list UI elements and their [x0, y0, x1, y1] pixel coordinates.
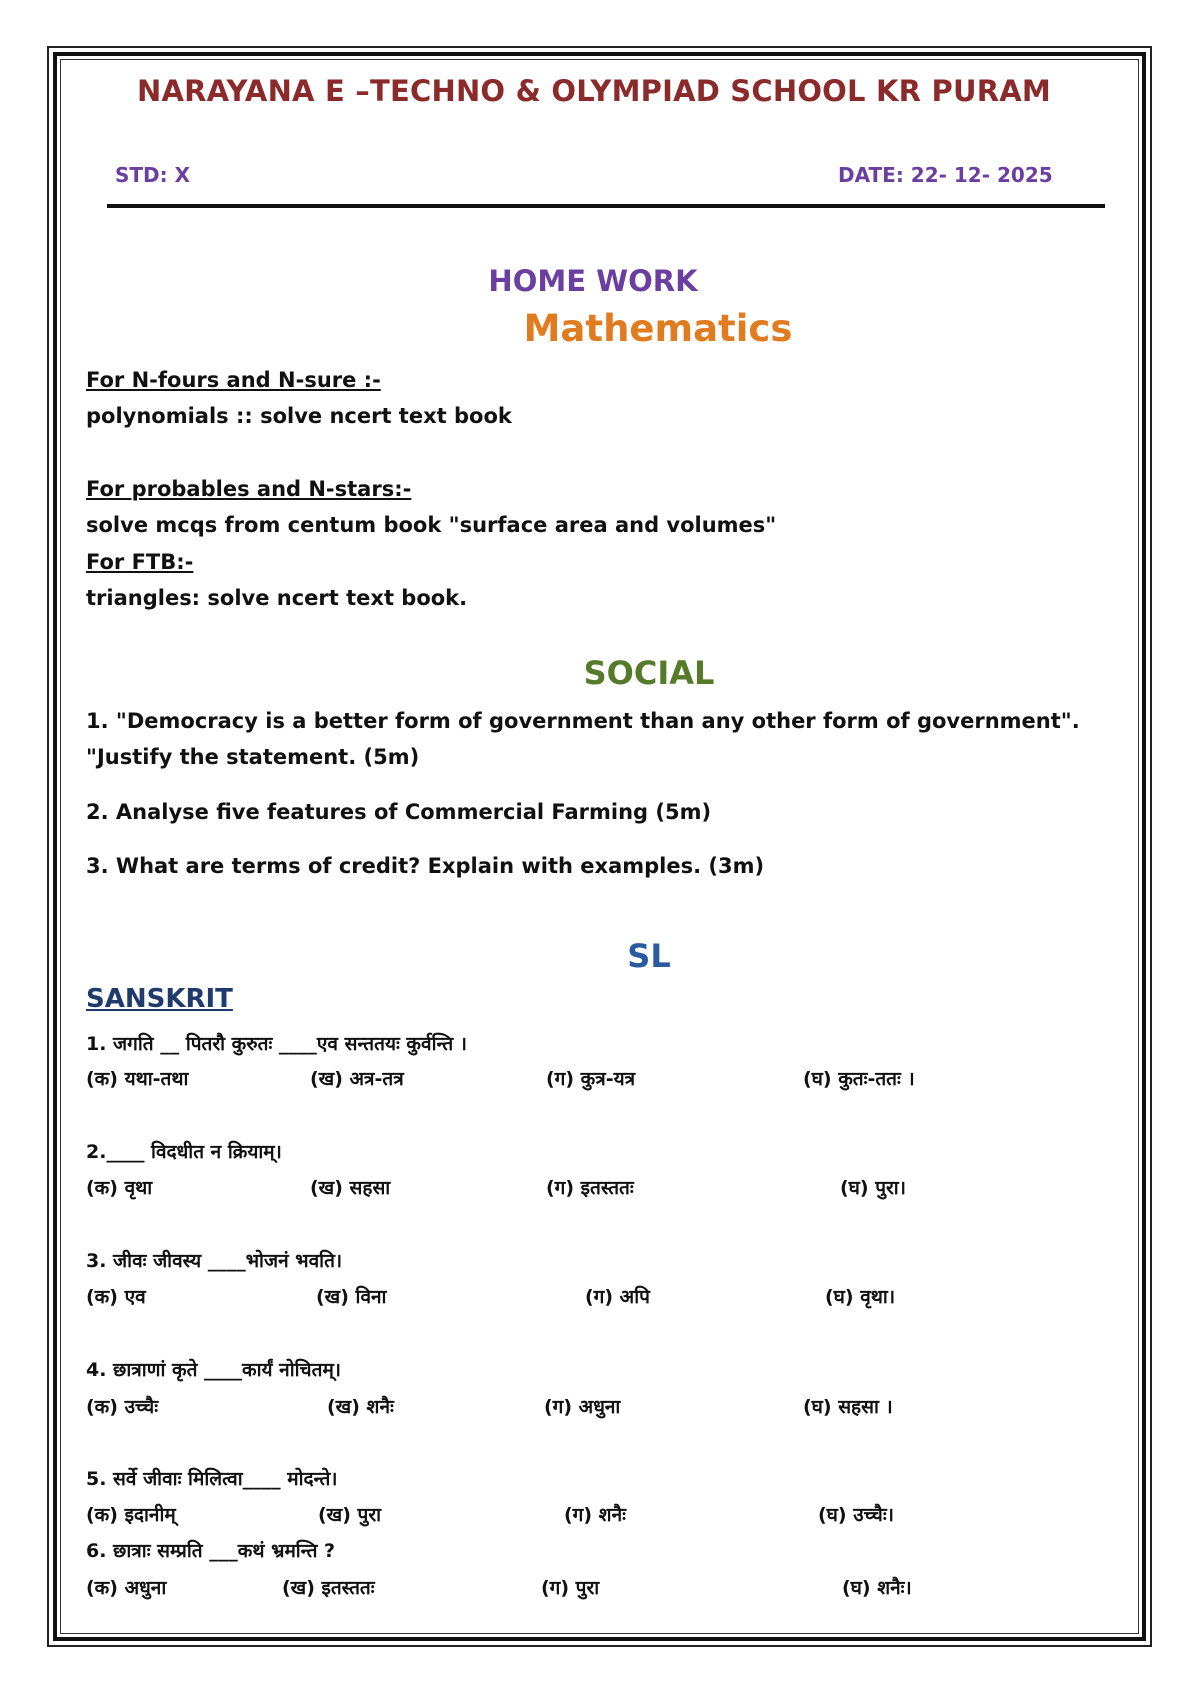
option-a: (क) एव [86, 1286, 146, 1308]
math-group2-label: For probables and N-stars:- [86, 477, 412, 501]
option-d: (घ) शनैः। [842, 1577, 912, 1599]
option-a: (क) इदानीम् [86, 1504, 176, 1526]
school-name: NARAYANA E –TECHNO & OLYMPIAD SCHOOL KR PURAM [137, 74, 1051, 108]
sanskrit-question: 6. छात्राः सम्प्रति ___कथं भ्रमन्ति ? [86, 1540, 336, 1562]
option-d: (घ) वृथा। [825, 1286, 896, 1308]
page-title: HOME WORK [488, 264, 698, 298]
math-group1-text: polynomials :: solve ncert text book [86, 404, 512, 428]
option-c: (ग) पुरा [541, 1577, 600, 1599]
math-group1-label: For N-fours and N-sure :- [86, 368, 381, 392]
social-question-1: 1. "Democracy is a better form of government than any other form of government". [86, 709, 1080, 733]
social-question-1-cont: "Justify the statement. (5m) [86, 745, 420, 769]
option-d: (घ) पुरा। [840, 1177, 906, 1199]
social-question-2: 2. Analyse five features of Commercial Farming (5m) [86, 800, 712, 824]
standard-label: STD: X [115, 163, 191, 187]
option-d: (घ) उच्चैः। [818, 1504, 894, 1526]
date-label: DATE: 22- 12- 2025 [838, 163, 1053, 187]
option-d: (घ) सहसा । [803, 1396, 893, 1418]
option-c: (ग) अधुना [544, 1396, 621, 1418]
math-group3-label: For FTB:- [86, 550, 194, 574]
option-a: (क) वृथा [86, 1177, 153, 1199]
sanskrit-question: 2.____ विदधीत न क्रियाम्। [86, 1141, 282, 1163]
option-a: (क) उच्चैः [86, 1396, 159, 1418]
math-group2-text: solve mcqs from centum book "surface area and volumes" [86, 513, 777, 537]
header-divider [107, 204, 1105, 208]
math-group3-text: triangles: solve ncert text book. [86, 586, 468, 610]
sanskrit-question: 5. सर्वे जीवाः मिलित्वा____ मोदन्ते। [86, 1468, 338, 1490]
option-c: (ग) शनैः [564, 1504, 626, 1526]
sl-heading: SL [627, 937, 671, 975]
option-c: (ग) कुत्र-यत्र [546, 1068, 636, 1090]
option-b: (ख) अत्र-तत्र [310, 1068, 404, 1090]
option-c: (ग) इतस्ततः [546, 1177, 634, 1199]
option-b: (ख) विना [316, 1286, 387, 1308]
sanskrit-heading: SANSKRIT [86, 984, 233, 1014]
social-question-3: 3. What are terms of credit? Explain with examples. (3m) [86, 854, 765, 878]
option-b: (ख) सहसा [310, 1177, 391, 1199]
social-heading: SOCIAL [583, 654, 715, 692]
option-d: (घ) कुतः-ततः । [803, 1068, 915, 1090]
option-b: (ख) पुरा [318, 1504, 382, 1526]
option-b: (ख) शनैः [327, 1396, 394, 1418]
option-a: (क) अधुना [86, 1577, 167, 1599]
option-c: (ग) अपि [585, 1286, 650, 1308]
sanskrit-question: 4. छात्राणां कृते ____कार्यं नोचितम्। [86, 1359, 342, 1381]
mathematics-heading: Mathematics [523, 307, 793, 350]
sanskrit-question: 3. जीवः जीवस्य ____भोजनं भवति। [86, 1250, 343, 1272]
option-b: (ख) इतस्ततः [282, 1577, 375, 1599]
sanskrit-question: 1. जगति __ पितरौ कुरुतः ____एव सन्ततयः कुर्वन्ति । [86, 1033, 468, 1055]
option-a: (क) यथा-तथा [86, 1068, 189, 1090]
